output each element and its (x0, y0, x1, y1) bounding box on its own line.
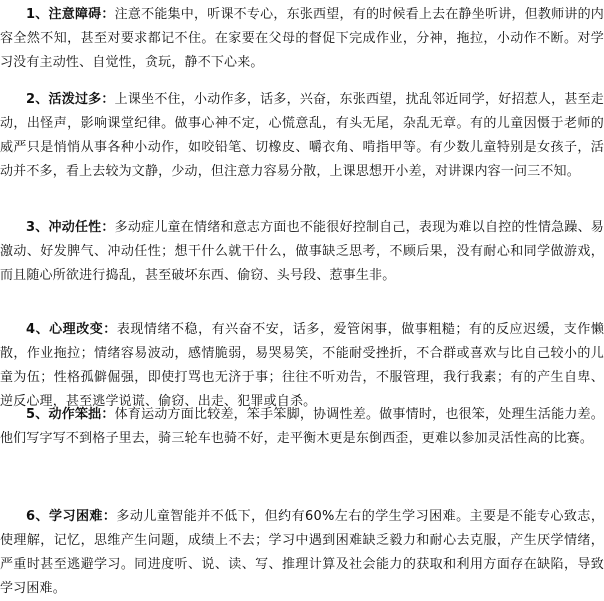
section-attention-disorder (0, 3, 604, 75)
section-text: 体育运动方面比较差，笨手笨脚，协调性差。做事情时，也很笨，处理生活能力差。他们写字写不到格子里去，骑三轮车也骑不好，走平衡木更是东倒西歪，更难以参加灵活性高的比赛。 (0, 407, 604, 446)
section-learning-difficulty (0, 505, 604, 601)
section-heading: 2、活泼过多： (26, 92, 115, 107)
section-text: 上课坐不住，小动作多，话多，兴奋，东张西望，扰乱邻近同学，好招惹人，甚至走动，出怪声，影响课堂纪律。做事心神不定，心慌意乱，有头无尾，杂乱无章。有的儿童因慑于老师的威严只是悄悄从事各种小动作，如咬铅笔、切橡皮、嚼衣角、啃指甲等。有少数儿童特别是女孩子，活动并不多，看上去较为文静，少动，但注意力容易分散，上课思想开小差，对讲课内容一问三不知。 (0, 92, 604, 179)
section-heading: 4、心理改变： (26, 322, 117, 337)
section-text: 注意不能集中，听课不专心，东张西望，有的时候看上去在静坐听讲，但教师讲的内容全然不知，甚至对要求都记不住。在家要在父母的督促下完成作业，分神，拖拉，小动作不断。对学习没有主动性、自觉性，贪玩，静不下心来。 (0, 7, 604, 70)
section-psychological-change (0, 318, 604, 414)
section-text: 多动儿童智能并不低下，但约有60%左右的学生学习困难。主要是不能专心致志，使理解，记忆，思维产生问题，成绩上不去；学习中遇到困难缺乏毅力和耐心去克服，产生厌学情绪，严重时甚至逃避学习。同进度听、说、读、写、推理计算及社会能力的获取和利用方面存在缺陷，导致学习困难。 (0, 509, 604, 596)
section-heading: 1、注意障碍： (26, 7, 115, 22)
section-impulsivity (0, 216, 604, 288)
section-heading: 6、学习困难： (26, 509, 117, 524)
section-heading: 3、冲动任性： (26, 220, 115, 235)
section-heading: 5、动作笨拙： (26, 407, 115, 422)
section-text: 表现情绪不稳，有兴奋不安，话多，爱管闲事，做事粗糙；有的反应迟缓，支作懒散，作业拖拉；情绪容易波动，感情脆弱，易哭易笑，不能耐受挫折，不合群或喜欢与比自己较小的儿童为伍；性格孤僻倔强，即使打骂也无济于事；往往不听劝告，不服管理，我行我素；有的产生自卑、逆反心理，甚至逃学说谎、偷窃、出走、犯罪或自杀。 (0, 322, 604, 409)
section-clumsiness (0, 403, 604, 451)
section-text: 多动症儿童在情绪和意志方面也不能很好控制自己，表现为难以自控的性情急躁、易激动、好发脾气、冲动任性；想干什么就干什么，做事缺乏思考，不顾后果，没有耐心和同学做游戏，而且随心所欲进行捣乱，甚至破坏东西、偷窃、头号段、惹事生非。 (0, 220, 604, 283)
section-hyperactivity (0, 88, 604, 184)
